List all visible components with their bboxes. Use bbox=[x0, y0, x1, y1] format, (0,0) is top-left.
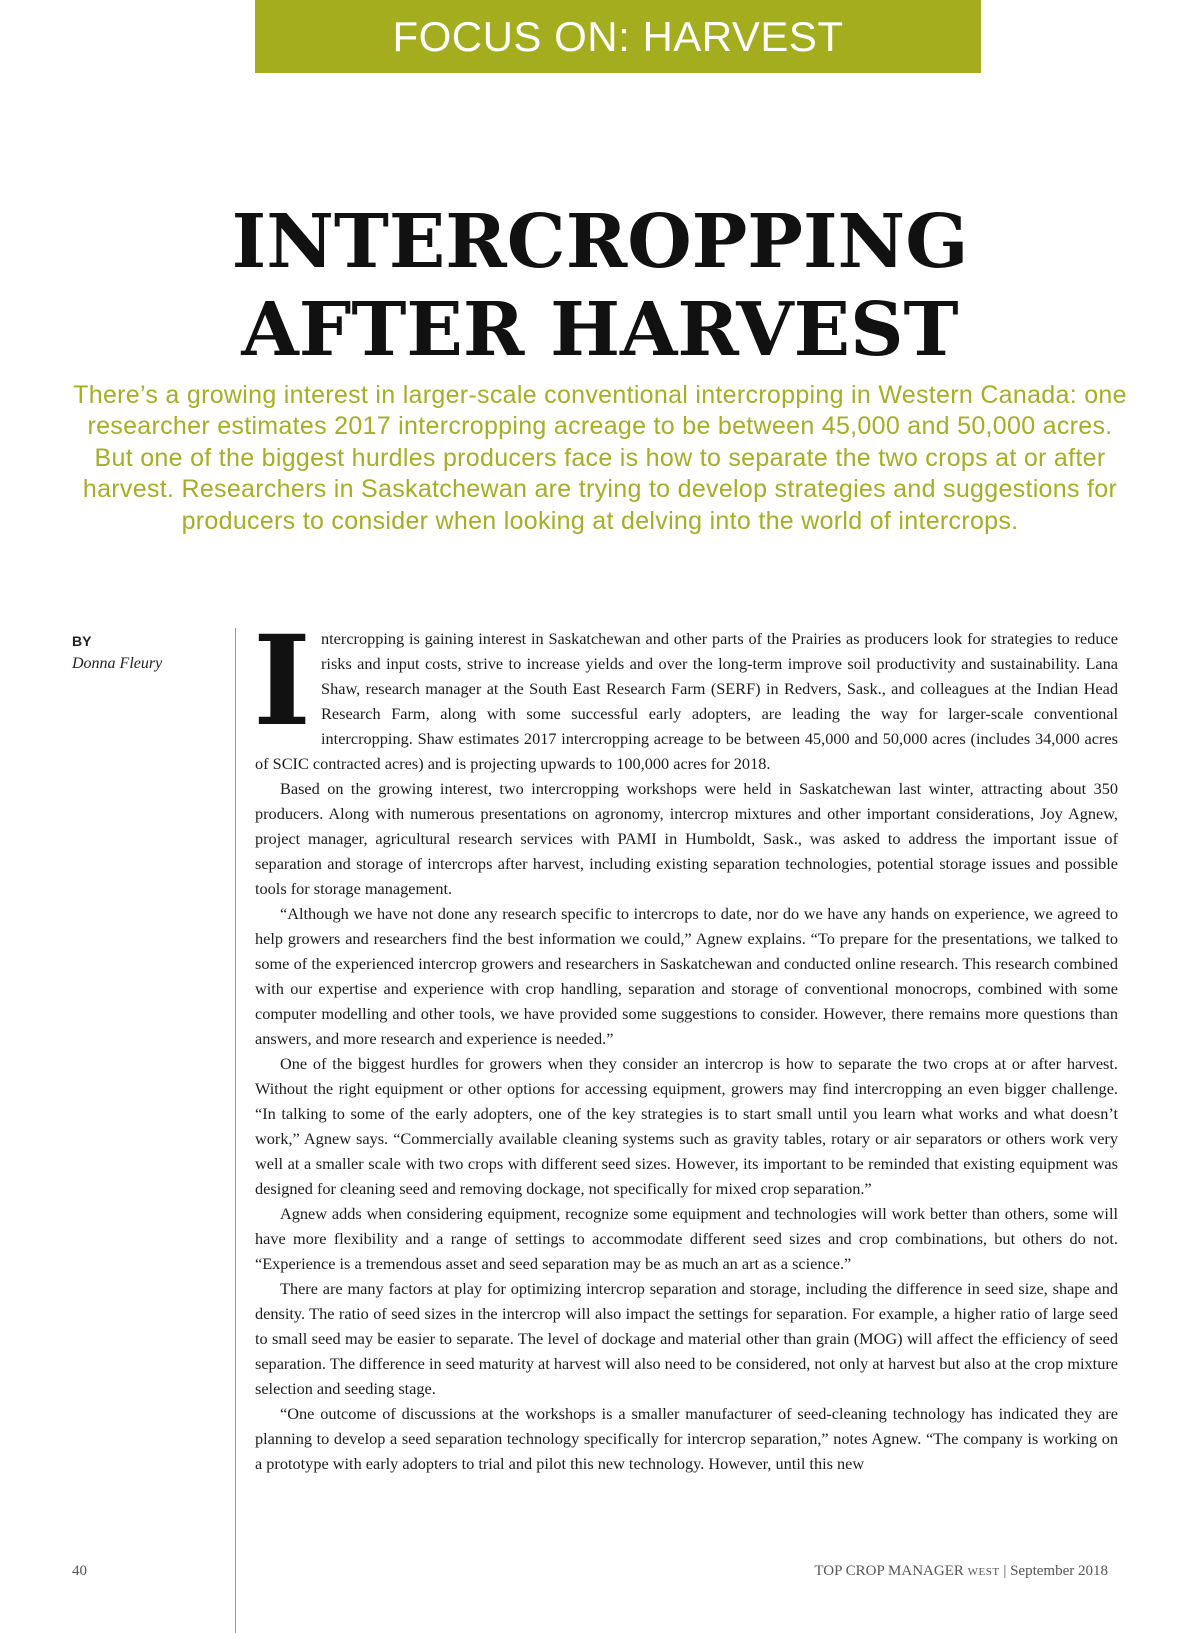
section-banner-label: FOCUS ON: HARVEST bbox=[392, 12, 844, 60]
magazine-edition: WEST bbox=[967, 1566, 1000, 1578]
page-number: 40 bbox=[72, 1563, 87, 1579]
paragraph-text: ntercropping is gaining interest in Saskatchewan and other parts of the Prairies as producers look for strategies to reduce risks and input costs, strive to increase yields and over the long-term improve soil productivity and sustainability. Lana Shaw, research manager at the South East Research Farm (SERF) in Redvers, Sask., and colleagues at the Indian Head Research Farm, along with some successful early adopters, are leading the way for larger-scale conventional intercropping. Shaw estimates 2017 intercropping acreage to be between 45,000 and 50,000 acres (includes 34,000 acres of SCIC contracted acres) and is projecting upwards to 100,000 acres for 2018. bbox=[255, 629, 1118, 773]
section-banner bbox=[255, 0, 981, 73]
headline-line-2: AFTER HARVEST bbox=[241, 287, 959, 373]
issue-date: September 2018 bbox=[1010, 1563, 1108, 1579]
column-divider bbox=[235, 628, 236, 1633]
article-paragraph: One of the biggest hurdles for growers when they consider an intercrop is how to separate the two crops at or after harvest. Without the right equipment or other options for accessing equipment, growers may find intercropping an even bigger challenge. “In talking to some of the early adopters, one of the key strategies is to start small until you learn what works and what doesn’t work,” Agnew says. “Commercially available cleaning systems such as gravity tables, rotary or air separators or others work very well at a smaller scale with two crops with different seed sizes. However, its important to be reminded that existing equipment was designed for cleaning seed and removing dockage, not specifically for mixed crop separation.” bbox=[255, 1054, 1118, 1198]
article-paragraph: Based on the growing interest, two intercropping workshops were held in Saskatchewan last winter, attracting about 350 producers. Along with numerous presentations on agronomy, intercrop mixtures and other important considerations, Joy Agnew, project manager, agricultural research services with PAMI in Humboldt, Sask., was asked to address the important issue of separation and storage of intercrops after harvest, including existing separation technologies, potential storage issues and possible tools for storage management. bbox=[255, 779, 1118, 898]
drop-cap: I bbox=[253, 609, 312, 754]
byline-author: Donna Fleury bbox=[72, 655, 163, 672]
byline-label: BY bbox=[72, 633, 92, 649]
headline-line-1: INTERCROPPING bbox=[231, 199, 969, 285]
byline bbox=[72, 633, 162, 673]
running-footer bbox=[814, 1563, 1108, 1580]
article-paragraph: “One outcome of discussions at the workshops is a smaller manufacturer of seed-cleaning technology has indicated they are planning to develop a seed separation technology specifically for intercrop separation,” notes Agnew. “The company is working on a prototype with early adopters to trial and pilot this new technology. However, until this new bbox=[255, 1404, 1118, 1473]
magazine-name: TOP CROP MANAGER bbox=[814, 1563, 964, 1579]
footer-separator: | bbox=[1003, 1563, 1007, 1579]
article-body bbox=[253, 609, 1118, 1476]
article-deck: There’s a growing interest in larger-scale conventional intercropping in Western Canada: one researcher estimates 2017 intercropping acreage to be between 45,000 and 50,000 acres. But one of the biggest hurdles producers face is how to separate the two crops at or after harvest. Researchers in Saskatchewan are trying to develop strategies and suggestions for producers to consider when looking at delving into the world of intercrops. bbox=[73, 381, 1127, 535]
article-paragraph bbox=[253, 609, 1118, 776]
article-paragraph: Agnew adds when considering equipment, recognize some equipment and technologies will work better than others, some will have more flexibility and a range of settings to accommodate different seed sizes and crop combinations, but others do not. “Experience is a tremendous asset and seed separation may be as much an art as a science.” bbox=[255, 1204, 1118, 1273]
article-paragraph: There are many factors at play for optimizing intercrop separation and storage, including the difference in seed size, shape and density. The ratio of seed sizes in the intercrop will also impact the settings for separation. For example, a higher ratio of large seed to small seed may be easier to separate. The level of dockage and material other than grain (MOG) will affect the efficiency of seed separation. The difference in seed maturity at harvest will also need to be considered, not only at harvest but also at the crop mixture selection and seeding stage. bbox=[255, 1279, 1118, 1398]
article-headline bbox=[0, 198, 1200, 374]
article-paragraph: “Although we have not done any research specific to intercrops to date, nor do we have any hands on experience, we agreed to help growers and researchers find the best information we could,” Agnew explains. “To prepare for the presentations, we talked to some of the experienced intercrop growers and researchers in Saskatchewan and conducted online research. This research combined with our expertise and experience with crop handling, separation and storage of conventional monocrops, combined with some computer modelling and other tools, we have provided some suggestions to consider. However, there remains more questions than answers, and more research and experience is needed.” bbox=[255, 904, 1118, 1048]
